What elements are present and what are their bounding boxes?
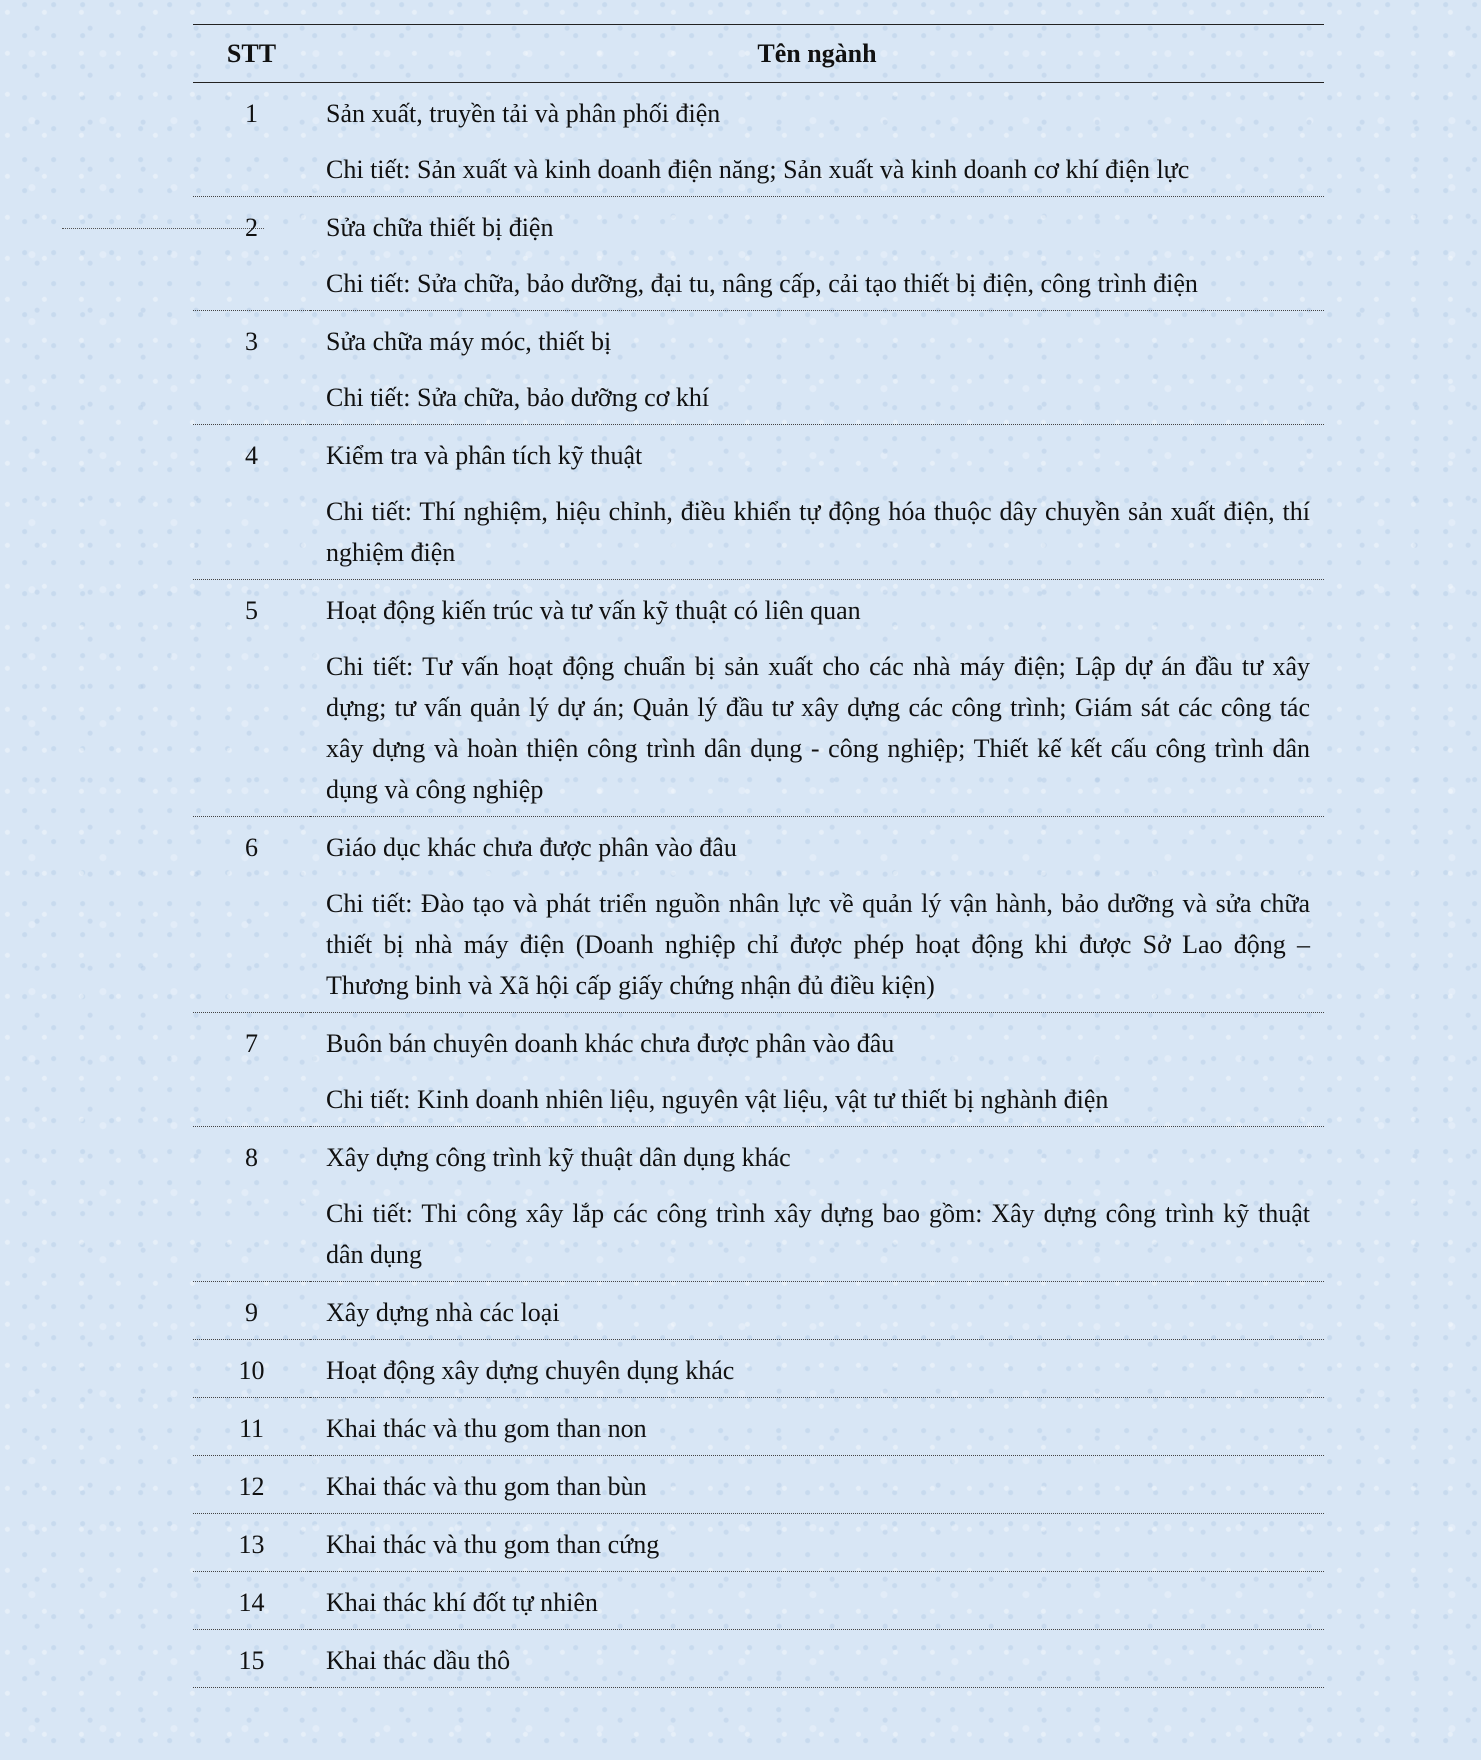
industry-table [193,24,1324,1688]
row-number: 5 [193,580,310,817]
header-industry-name: Tên ngành [310,25,1324,83]
row-number: 12 [193,1456,310,1514]
industry-title: Sửa chữa thiết bị điện [326,213,554,242]
row-number: 10 [193,1340,310,1398]
table-body [193,83,1324,1688]
industry-title: Khai thác và thu gom than cứng [326,1530,660,1559]
row-number: 7 [193,1013,310,1127]
industry-detail: Chi tiết: Sửa chữa, bảo dưỡng cơ khí [326,383,710,412]
row-number: 11 [193,1398,310,1456]
industry-cell [310,197,1324,311]
table-row [193,1630,1324,1688]
industry-detail: Chi tiết: Sản xuất và kinh doanh điện năng; Sản xuất và kinh doanh cơ khí điện lực [326,155,1190,184]
industry-title: Xây dựng công trình kỹ thuật dân dụng khác [326,1143,791,1172]
table-row [193,1340,1324,1398]
row-number: 2 [193,197,310,311]
industry-cell [310,1127,1324,1282]
table-row [193,425,1324,580]
industry-title: Sản xuất, truyền tải và phân phối điện [326,99,721,128]
header-stt: STT [193,25,310,83]
row-number: 13 [193,1514,310,1572]
industry-cell [310,1572,1324,1630]
industry-title: Khai thác dầu thô [326,1646,511,1675]
industry-title: Giáo dục khác chưa được phân vào đâu [326,833,737,862]
industry-cell [310,425,1324,580]
industry-title: Buôn bán chuyên doanh khác chưa được phân vào đâu [326,1029,895,1058]
table-row [193,1456,1324,1514]
table-row [193,1282,1324,1340]
table-row [193,83,1324,197]
industry-title: Hoạt động kiến trúc và tư vấn kỹ thuật có liên quan [326,596,861,625]
row-number: 14 [193,1572,310,1630]
industry-title: Khai thác và thu gom than bùn [326,1472,647,1501]
table-row [193,1514,1324,1572]
row-number: 1 [193,83,310,197]
industry-title: Xây dựng nhà các loại [326,1298,560,1327]
industry-title: Kiểm tra và phân tích kỹ thuật [326,441,643,470]
row-number: 15 [193,1630,310,1688]
row-number: 4 [193,425,310,580]
industry-title: Hoạt động xây dựng chuyên dụng khác [326,1356,735,1385]
row-number: 3 [193,311,310,425]
table-row [193,197,1324,311]
industry-title: Khai thác khí đốt tự nhiên [326,1588,598,1617]
industry-title: Sửa chữa máy móc, thiết bị [326,327,612,356]
industry-cell [310,817,1324,1013]
row-number: 6 [193,817,310,1013]
table-row [193,1398,1324,1456]
table-row [193,1572,1324,1630]
industry-title: Khai thác và thu gom than non [326,1414,647,1443]
row-number: 8 [193,1127,310,1282]
industry-cell [310,311,1324,425]
industry-cell [310,1456,1324,1514]
industry-detail: Chi tiết: Thi công xây lắp các công trình xây dựng bao gồm: Xây dựng công trình kỹ thuật dân dụng [326,1199,1310,1269]
header-row [193,25,1324,83]
industry-detail: Chi tiết: Đào tạo và phát triển nguồn nhân lực về quản lý vận hành, bảo dưỡng và sửa chữa thiết bị nhà máy điện (Doanh nghiệp chỉ được phép hoạt động khi được Sở Lao động – Thương binh và Xã hội cấp giấy chứng nhận đủ điều kiện) [326,889,1310,1000]
industry-cell [310,1282,1324,1340]
table-row [193,1127,1324,1282]
industry-cell [310,580,1324,817]
industry-detail: Chi tiết: Thí nghiệm, hiệu chỉnh, điều khiển tự động hóa thuộc dây chuyền sản xuất điện, thí nghiệm điện [326,497,1310,567]
table-header [193,25,1324,83]
industry-detail: Chi tiết: Sửa chữa, bảo dưỡng, đại tu, nâng cấp, cải tạo thiết bị điện, công trình điện [326,269,1198,298]
row-number: 9 [193,1282,310,1340]
industry-cell [310,1340,1324,1398]
industry-detail: Chi tiết: Kinh doanh nhiên liệu, nguyên vật liệu, vật tư thiết bị nghành điện [326,1085,1109,1114]
industry-cell [310,1013,1324,1127]
industry-detail: Chi tiết: Tư vấn hoạt động chuẩn bị sản xuất cho các nhà máy điện; Lập dự án đầu tư xây dựng; tư vấn quản lý dự án; Quản lý đầu tư xây dựng các công trình; Giám sát các công tác xây dựng và hoàn thiện công trình dân dụng - công nghiệp; Thiết kế kết cấu công trình dân dụng và công nghiệp [326,652,1310,804]
table-row [193,1013,1324,1127]
table-row [193,580,1324,817]
table-row [193,817,1324,1013]
industry-cell [310,83,1324,197]
industry-cell [310,1630,1324,1688]
industry-cell [310,1514,1324,1572]
industry-cell [310,1398,1324,1456]
table-row [193,311,1324,425]
